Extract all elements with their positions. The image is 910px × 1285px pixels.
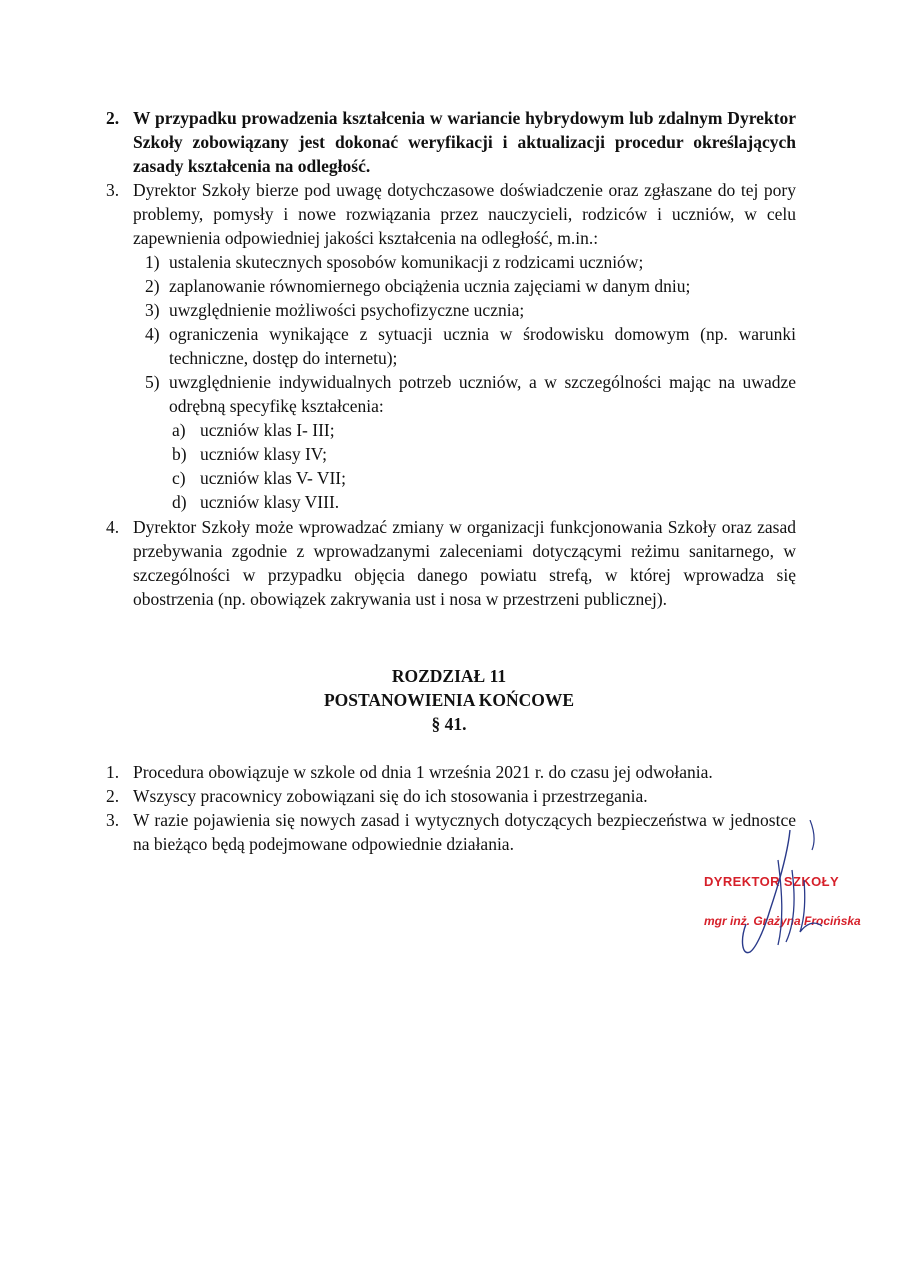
stamp-title: DYREKTOR SZKOŁY: [704, 874, 840, 889]
item-number: 3.: [106, 180, 120, 200]
letter-item-number: b): [172, 444, 187, 464]
chapter-subtitle: POSTANOWIENIA KOŃCOWE: [323, 690, 575, 710]
sub-item: [145, 370, 796, 418]
item-text: Procedura obowiązuje w szkole od dnia 1 września 2021 r. do czasu jej odwołania.: [133, 762, 713, 782]
sub-item-number: 1): [145, 252, 160, 272]
list-item: [106, 106, 796, 178]
sub-item-text: ograniczenia wynikające z sytuacji ucznia w środowisku domowym (np. warunki techniczne, dostęp do internetu);: [169, 324, 796, 368]
letter-item-number: d): [172, 492, 187, 512]
sub-item: [145, 250, 796, 274]
list-item: [106, 515, 796, 611]
stamp-name: mgr inż. Grażyna Frocińska: [704, 914, 861, 928]
item-number: 2.: [106, 108, 120, 128]
sub-item: [145, 298, 796, 322]
sub-item-number: 4): [145, 324, 160, 344]
letter-item: [172, 442, 772, 466]
letter-item-text: uczniów klas I- III;: [200, 420, 335, 440]
item-text: W razie pojawienia się nowych zasad i wytycznych dotyczących bezpieczeństwa w jednostce na bieżąco będą podejmowane odpowiednie działania.: [133, 810, 796, 854]
letter-item-text: uczniów klasy IV;: [200, 444, 328, 464]
item-text: Dyrektor Szkoły bierze pod uwagę dotychczasowe doświadczenie oraz zgłaszane do tej pory problemy, pomysły i nowe rozwiązania przez nauczycieli, rodziców i uczniów, w celu zapewnienia odpowiedniej jakości kształcenia na odległość, m.in.:: [133, 180, 796, 248]
item-number: 1.: [106, 762, 120, 782]
sub-item-text: uwzględnienie indywidualnych potrzeb uczniów, a w szczególności mając na uwadze odrębną specyfikę kształcenia:: [169, 372, 796, 416]
sub-item: [145, 274, 796, 298]
item-number: 3.: [106, 810, 120, 830]
letter-item: [172, 490, 772, 514]
list-item: [106, 178, 796, 250]
item-text: Dyrektor Szkoły może wprowadzać zmiany w organizacji funkcjonowania Szkoły oraz zasad przebywania zgodnie z wprowadzanymi zaleceniami dotyczącymi reżimu sanitarnego, w szczególności w przypadku objęcia danego powiatu strefą, w której wprowadza się obostrzenia (np. obowiązek zakrywania ust i nosa w przestrzeni publicznej).: [133, 517, 796, 609]
item-number: 4.: [106, 517, 120, 537]
sub-item-text: zaplanowanie równomiernego obciążenia ucznia zajęciami w danym dniu;: [169, 276, 691, 296]
letter-item: [172, 418, 772, 442]
letter-item-text: uczniów klasy VIII.: [200, 492, 340, 512]
letter-item-number: c): [172, 468, 186, 488]
sub-item-number: 2): [145, 276, 160, 296]
sub-item-number: 3): [145, 300, 160, 320]
handwritten-signature: [720, 820, 840, 970]
letter-item-number: a): [172, 420, 186, 440]
chapter-title: ROZDZIAŁ 11: [391, 666, 507, 686]
sub-item: [145, 322, 796, 370]
sub-item-text: uwzględnienie możliwości psychofizyczne ucznia;: [169, 300, 525, 320]
sub-item-text: ustalenia skutecznych sposobów komunikacji z rodzicami uczniów;: [169, 252, 644, 272]
final-list-item: [106, 760, 796, 784]
letter-item: [172, 466, 772, 490]
final-list-item: [106, 808, 796, 856]
sub-item-number: 5): [145, 372, 160, 392]
item-text: Wszyscy pracownicy zobowiązani się do ich stosowania i przestrzegania.: [133, 786, 648, 806]
paragraph-number: § 41.: [431, 714, 467, 734]
item-number: 2.: [106, 786, 120, 806]
item-text: W przypadku prowadzenia kształcenia w wariancie hybrydowym lub zdalnym Dyrektor Szkoły zobowiązany jest dokonać weryfikacji i aktualizacji procedur określających zasady kształcenia na odległość.: [133, 108, 796, 176]
letter-item-text: uczniów klas V- VII;: [200, 468, 346, 488]
final-list-item: [106, 784, 796, 808]
